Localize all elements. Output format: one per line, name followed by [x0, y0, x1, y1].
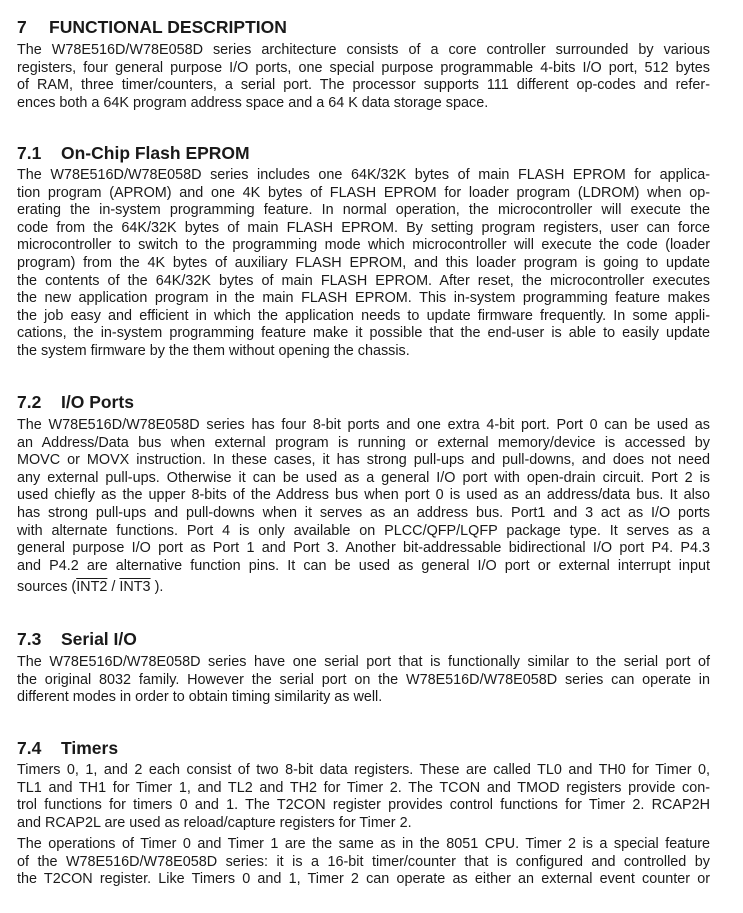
- text-line: The W78E516D/W78E058D series architecture consists of a core controller surrounded by various: [17, 42, 710, 58]
- text-line: ences both a 64K program address space and a 64 K data storage space.: [17, 94, 489, 111]
- sources-suffix: ).: [154, 579, 164, 596]
- section-heading-7-2: [17, 392, 134, 412]
- text-line: Timers 0, 1, and 2 each consist of two 8-bit data registers. These are called TL0 and TH0 for Timer 0,: [17, 762, 710, 778]
- text-line: any external pull-ups. Otherwise it can be used as a general I/O port with open-drain circuit. Port 2 is: [17, 469, 710, 486]
- text-line: of RAM, three timer/counters, a serial port. The processor supports 111 different op-codes and refer-: [17, 77, 710, 94]
- section-number: 7.2: [17, 392, 42, 412]
- section-7-4-paragraph-2: [17, 836, 710, 889]
- text-line: general purpose I/O port as Port 1 and Port 3. Another bit-addressable bidirectional I/O port P4. P4.3: [17, 540, 710, 557]
- section-7-paragraph: [17, 42, 710, 112]
- signal-separator: /: [111, 579, 116, 596]
- section-number: 7.1: [17, 143, 42, 163]
- text-line: the system firmware by the them without opening the chassis.: [17, 342, 410, 359]
- sources-line: [17, 576, 710, 598]
- section-7-3-paragraph: [17, 654, 710, 707]
- section-number: 7.4: [17, 738, 42, 758]
- section-7-2-paragraph: [17, 417, 710, 598]
- text-line: The W78E516D/W78E058D series have one serial port that is functionally similar to the serial port of: [17, 654, 710, 670]
- section-heading-7-1: [17, 143, 250, 163]
- text-line: trol functions for timers 0 and 1. The T2CON register provides control functions for Timer 2. RCAP2H: [17, 797, 710, 814]
- section-heading-7: [17, 17, 287, 37]
- text-line: used chiefly as the upper 8-bits of the Address bus when port 0 is used as an address/data bus. It also: [17, 487, 710, 504]
- section-title: Timers: [61, 738, 119, 758]
- text-line: cations, the in-system programming feature make it possible that the end-user is able to easily update: [17, 325, 710, 342]
- text-line: microcontroller to switch to the programming mode which microcontroller will execute the code (loader: [17, 237, 710, 254]
- section-title: On-Chip Flash EPROM: [61, 143, 250, 163]
- text-line: code from the 64K/32K bytes of main FLASH EPROM. By setting program registers, user can force: [17, 219, 710, 236]
- section-title: Serial I/O: [61, 629, 137, 649]
- section-7-1-paragraph: [17, 167, 710, 361]
- sources-prefix: sources (: [17, 579, 77, 596]
- int3-signal: INT3: [119, 579, 151, 596]
- int2-signal: INT2: [76, 579, 108, 596]
- text-line: and RCAP2L are used as reload/capture registers for Timer 2.: [17, 814, 412, 831]
- text-line: TL1 and TH1 for Timer 1, and TL2 and TH2 for Timer 2. The TCON and TMOD registers provide con-: [17, 779, 710, 796]
- section-number: 7: [17, 17, 27, 37]
- text-line: the job easy and efficient in which the application needs to update firmware frequently. In some appli-: [17, 307, 710, 324]
- text-line: program) from the 4K bytes of auxiliary FLASH EPROM, and this loader program is going to update: [17, 254, 710, 271]
- text-line: of the W78E516D/W78E058D series: it is a 16-bit timer/counter that is configured and controlled by: [17, 853, 710, 870]
- section-number: 7.3: [17, 629, 42, 649]
- section-heading-7-3: [17, 629, 137, 649]
- section-7-4-paragraph-1: [17, 762, 710, 832]
- section-title: I/O Ports: [61, 392, 134, 412]
- text-line: The W78E516D/W78E058D series has four 8-bit ports and one extra 4-bit port. Port 0 can be used as: [17, 417, 710, 433]
- text-line: with alternate functions. Port 4 is only available on PLCC/QFP/LQFP package type. It serves as a: [17, 522, 710, 539]
- text-line: an Address/Data bus when external program is running or external memory/device is accessed by: [17, 434, 710, 451]
- text-line: the contents of the 64K/32K bytes of main FLASH EPROM. After reset, the microcontroller executes: [17, 272, 710, 289]
- text-line: The operations of Timer 0 and Timer 1 are the same as in the 8051 CPU. Timer 2 is a special feature: [17, 836, 710, 852]
- text-line: the T2CON register. Like Timers 0 and 1, Timer 2 can operate as either an external event counter or: [17, 871, 710, 888]
- text-line: the original 8032 family. However the serial port on the W78E516D/W78E058D series can operate in: [17, 671, 710, 688]
- section-title: FUNCTIONAL DESCRIPTION: [49, 17, 287, 37]
- text-line: tion program (APROM) and one 4K bytes of FLASH EPROM for loader program (LDROM) when op-: [17, 184, 710, 201]
- text-line: The W78E516D/W78E058D series includes one 64K/32K bytes of main FLASH EPROM for applica-: [17, 167, 710, 183]
- text-line: MOVC or MOVX instruction. In these cases, it has strong pull-ups and pull-downs, and does not need: [17, 452, 710, 469]
- text-line: has strong pull-ups and pull-downs when it serves as an address bus. Port1 and 3 act as I/O ports: [17, 504, 710, 521]
- text-line: the new application program in the main FLASH EPROM. This in-system programming feature makes: [17, 290, 710, 307]
- section-heading-7-4: [17, 738, 118, 758]
- text-line: and P4.2 are alternative function pins. It can be used as general I/O port or external interrupt input: [17, 557, 710, 574]
- text-line: erating the in-system programming feature. In normal operation, the microcontroller will execute the: [17, 202, 710, 219]
- text-line: different modes in order to obtain timing similarity as well.: [17, 689, 383, 706]
- text-line: registers, four general purpose I/O ports, one special purpose programmable 4-bits I/O port, 512 bytes: [17, 59, 710, 76]
